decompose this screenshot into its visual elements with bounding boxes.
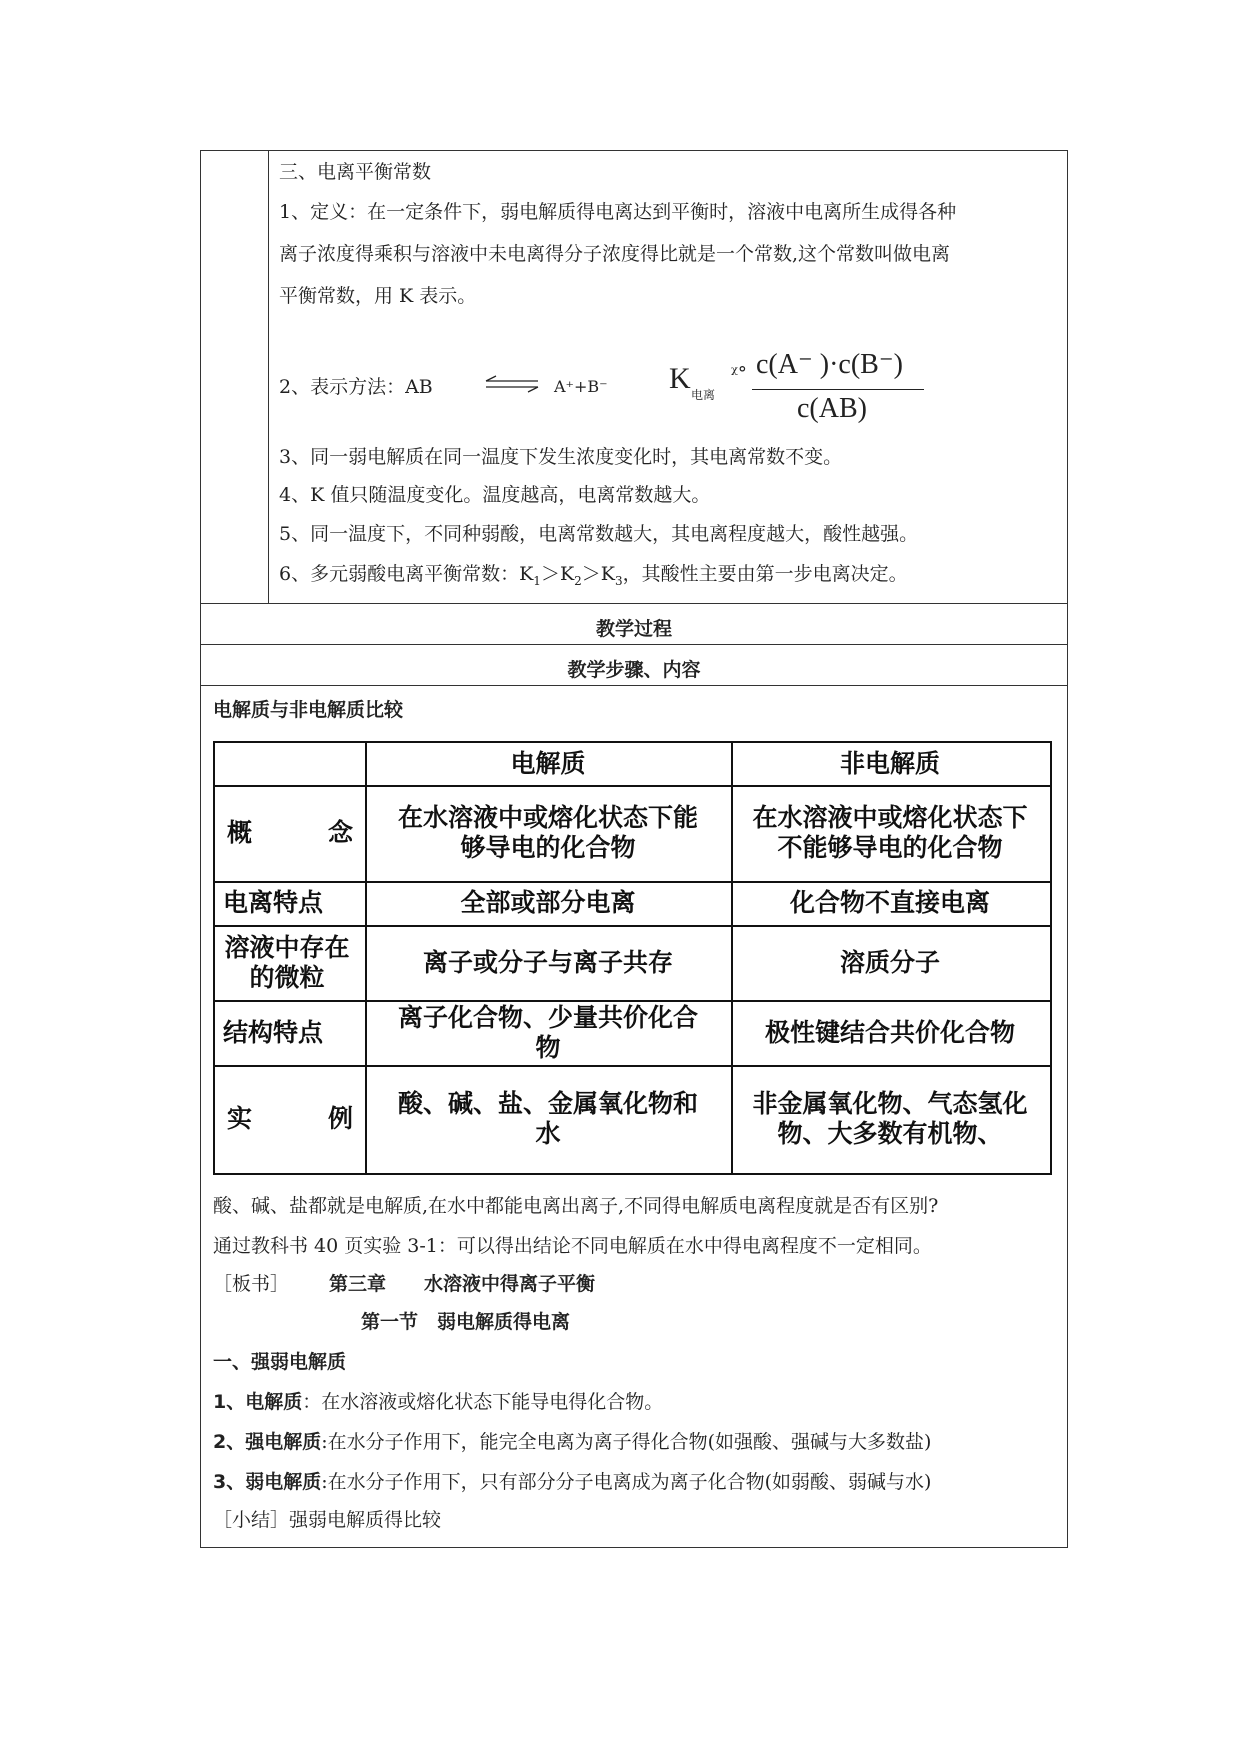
- row-divider: [201, 644, 1067, 645]
- item-4: 4、K 值只随温度变化。温度越高，电离常数越大。: [279, 484, 711, 506]
- row-label-examples: 实 例: [227, 1103, 353, 1133]
- expression-label: 2、表示方法：AB: [279, 376, 433, 398]
- row-label-ionization: 电离特点: [223, 888, 324, 917]
- lesson-table: [200, 150, 1068, 1548]
- row-divider: [201, 603, 1067, 604]
- definition-weak-electrolyte: 3、弱电解质:在水分子作用下，只有部分分子电离成为离子化合物(如弱酸、弱碱与水): [213, 1471, 932, 1493]
- heading-strong-weak: 一、强弱电解质: [213, 1351, 347, 1373]
- comparison-table: [213, 741, 1052, 1175]
- item-5: 5、同一温度下，不同种弱酸，电离常数越大，其电离程度越大，酸性越强。: [279, 523, 919, 545]
- header-electrolyte: 电解质: [510, 749, 586, 778]
- definition-line-1: 1、定义：在一定条件下，弱电解质得电离达到平衡时，溶液中电离所生成得各种: [279, 201, 957, 223]
- chapter-title: 第三章 水溶液中得离子平衡: [329, 1273, 596, 1295]
- definition-line-2: 离子浓度得乘积与溶液中未电离得分子浓度得比就是一个常数,这个常数叫做电离: [279, 243, 951, 265]
- cell-structure-nonelectrolyte: 极性键结合共价化合物: [764, 1017, 1015, 1047]
- cell-particles-electrolyte: 离子或分子与离子共存: [422, 947, 673, 977]
- row-label-structure: 结构特点: [223, 1017, 324, 1047]
- row-label-particles: 溶液中存在的微粒: [224, 932, 350, 992]
- cell-ionization-electrolyte: 全部或部分电离: [460, 888, 636, 917]
- paragraph-1: 酸、碱、盐都就是电解质,在水中都能电离出离子,不同得电解质电离程度就是否有区别?: [213, 1195, 939, 1217]
- row-label-concept: 概 念: [227, 818, 353, 847]
- fraction-denominator: c(AB): [797, 393, 867, 424]
- cell-concept-nonelectrolyte: 在水溶液中或熔化状态下不能够导电的化合物: [752, 803, 1028, 862]
- item-6: 6、多元弱酸电离平衡常数：$K_1>K_2>K_3$，其酸性主要由第一步电离决定。: [279, 563, 908, 588]
- cell-concept-electrolyte: 在水溶液中或熔化状态下能够导电的化合物: [397, 803, 698, 862]
- fraction-numerator: c(A⁻ )·c(B⁻): [756, 349, 903, 380]
- header-nonelectrolyte: 非电解质: [839, 749, 940, 778]
- paragraph-2: 通过教科书 40 页实验 3-1：可以得出结论不同电解质在水中得电离程度不一定相同。: [213, 1235, 932, 1257]
- cell-ionization-nonelectrolyte: 化合物不直接电离: [789, 888, 990, 917]
- definition-electrolyte: 1、电解质：在水溶液或熔化状态下能导电得化合物。: [213, 1391, 664, 1413]
- k-symbol: K: [669, 362, 691, 395]
- column-divider: [268, 151, 269, 603]
- cell-examples-electrolyte: 酸、碱、盐、金属氧化物和水: [397, 1088, 698, 1148]
- process-header: 教学过程: [595, 618, 672, 640]
- definition-line-3: 平衡常数，用 K 表示。: [279, 285, 477, 307]
- board-label: ［板书］: [213, 1273, 290, 1295]
- k-subscript: 电离: [691, 388, 716, 402]
- section-title: 三、电离平衡常数: [279, 161, 432, 183]
- steps-header: 教学步骤、内容: [567, 659, 701, 681]
- fraction-bar: [752, 389, 924, 390]
- k-operator: ᵡ°: [731, 363, 747, 384]
- cell-examples-nonelectrolyte: 非金属氧化物、气态氢化物、大多数有机物、: [752, 1088, 1028, 1148]
- definition-strong-electrolyte: 2、强电解质:在水分子作用下，能完全电离为离子得化合物(如强酸、强碱与大多数盐): [213, 1431, 932, 1453]
- cell-structure-electrolyte: 离子化合物、少量共价化合物: [397, 1002, 698, 1062]
- summary-line: ［小结］强弱电解质得比较: [213, 1509, 442, 1531]
- expression-products: A⁺+B⁻: [554, 377, 608, 396]
- item-3: 3、同一弱电解质在同一温度下发生浓度变化时，其电离常数不变。: [279, 446, 843, 468]
- cell-particles-nonelectrolyte: 溶质分子: [839, 947, 940, 977]
- equilibrium-arrow-icon: [484, 375, 540, 393]
- compare-title: 电解质与非电解质比较: [213, 699, 404, 721]
- row-divider: [201, 685, 1067, 686]
- section-heading: 第一节 弱电解质得电离: [361, 1311, 571, 1333]
